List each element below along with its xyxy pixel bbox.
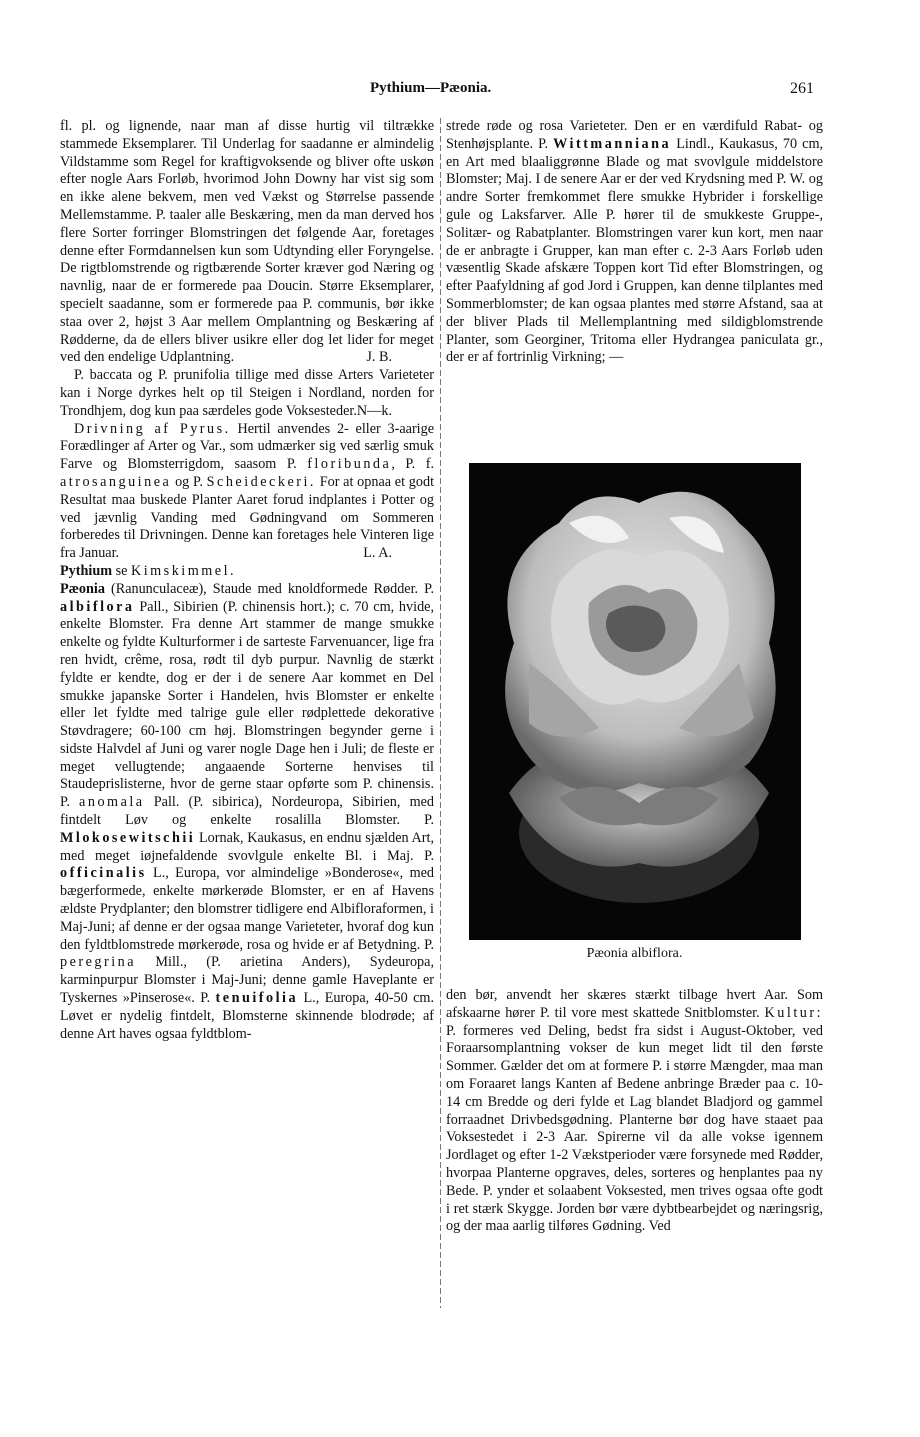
figure-caption: Pæonia albiflora. [586,946,683,961]
headword-pythium: Pythium [60,562,113,579]
right-column-bottom [446,987,823,1236]
column-divider [440,118,441,1308]
kultur-label: Kultur: [764,1004,824,1021]
paragraph-pyrus-norway: P. baccata og P. prunifolia tillige med disse Arters Varieteter kan i Norge dyrkes helt op til Steigen i Nordland, norden for Trondhjem, dog kun paa særdeles gode Voksesteder. [60,367,434,419]
peony-flower-image [469,463,801,940]
drivning-label: Drivning af Pyrus. [74,420,231,437]
paragraph-pyrus-culture: fl. pl. og lignende, naar man af disse hurtig vil tiltrække stammede Eksemplarer. Til Underlag for saadanne er almindelig Vildstamme som Regel for kraftigvoksende og bliver ofte uskøn efter nogle Aars Forløb, hvorimod John Downy har vist sig som en ikke alene bekvem, men ved Vækst og Størrelse passende Mellemstamme. P. taaler alle Beskæring, men da man derved hos flere Sorter forringer Blomstringen det følgende Aar, foretages denne efter Formdannelsen kun som Udtynding eller Foryngelse. De rigtblomstrende og rigtbærende Sorter kræver god Næring og navnlig, naar de er formerede paa Doucin. Større Eksemplarer, specielt saadanne, som er formerede paa P. communis, bør ikke staa over 2, højst 3 Aar mellem Omplantning og Beskæring af Rødderne, da de ellers bliver usikre eller dog let lider for meget ved den endelige Udplantning. [60,118,434,366]
left-column [60,118,434,1043]
signature-jb: J. B. [366,349,392,366]
page-header [0,80,920,102]
page-number: 261 [790,80,814,97]
paragraph-paeonia-continued: strede røde og rosa Varieteter. Den er en værdifuld Rabat- og Stenhøjsplante. P. Wittmanniana Lindl., Kaukasus, 70 cm, en Art med blaaliggrønne Blade og mat svovlgule middelstore Blomster; Maj. I de senere Aar er der ved Krydsning med P. W. og andre Sorter fremkommet flere smukke Hybrider i forskellige gule og Laksfarver. Alle P. hører til de smukkeste Gruppe-, Solitær- og Rabatplanter. Blomstringen varer kun kort, men naar de er anbragte i Grupper, kan man efter c. 2-3 Aars Forløb uden væsentlig Skade afskære Toppen kort Tid efter Blomstringen, og efter Paafyldning af god Jord i Gruppen, kan denne tilplantes med Sommerblomster; de kan ogsaa plantes med større Afstand, saa at der bliver Plads til Mellemplantning med sildigblomstrende Planter, som Georginer, Tritoma eller Hydrangea paniculata gr., der er af fortrinlig Virkning; — [446,118,824,366]
right-column-top [446,118,823,367]
running-title: Pythium—Pæonia. [370,80,492,96]
entry-pythium: Pythium se Kimskimmel. [60,562,237,579]
signature-la: L. A. [363,545,392,562]
headword-paeonia: Pæonia [60,580,105,597]
paragraph-paeonia-culture: den bør, anvendt her skæres stærkt tilbage hvert Aar. Som afskaarne hører P. til vore mest skattede Snitblomster. Kultur: P. formeres ved Deling, bedst fra sidst i August-Oktober, ved Foraarsomplantning vokser de kun meget lidt til den første Sommer. Gælder det om at formere P. i større Mængder, maa man om Foraaret langs Kanten af Bedene anbringe Bræder paa c. 10-14 cm Bredde og deri fylde et Lag blandet Bladjord og gammel forraadnet Drivbedsgødning. Planterne bør dog have staaet paa Voksestedet i 2-3 Aar. Spirerne vil da alle vokse igennem Jordlaget og efter 1-2 Vækstperioder være forsynede med Rødder, hvorpaa Planterne opgraves, deles, sorteres og henplantes paa ny Bede. P. ynder et solaabent Voksested, men trives ogsaa ofte godt i ret stærk Skygge. Jorden bør være dybtbearbejdet og næringsrig, og der maa aarlig tilføres Gødning. Ved [446,987,824,1235]
paragraph-pyrus-forcing: Drivning af Pyrus. Hertil anvendes 2- eller 3-aarige Forædlinger af Arter og Var., som udmærker sig ved særlig smuk Farve og Blomsterrigdom, saasom P. floribunda, P. f. atrosanguinea og P. Scheideckeri. For at opnaa et godt Resultat maa buskede Planter Aaret forud indplantes i Potter og ved jævnlig Vanding med Gødningvand om Sommeren forberedes til Drivningen. Denne kan foretages hele Vinteren lige fra Januar. [60,420,435,562]
paeonia-photograph [469,463,801,940]
cross-reference: Kimskimmel. [130,562,237,579]
signature-nk: N—k. [356,402,392,419]
entry-paeonia: Pæonia (Ranunculaceæ), Staude med knoldformede Rødder. P. albiflora Pall., Sibirien (P. chinensis hort.); c. 70 cm, hvide, enkelte Blomster. Fra denne Art stammer de mange smukke enkelte og fyldte Kulturformer i de sarteste Farvenuancer, lige fra ren hvidt, crême, rosa, rødt til dyb purpur. Navnlig de stærkt fyldte er kendte, dog er der i de senere Aar kommet en Del smukke japanske Sorter i Handelen, hvis Blomster er enkelte eller let fyldte med talrige gule eller rødplettede dekorative Støvdragere; 60-100 cm høj. Blomstringen begynder gerne i sidste Halvdel af Juni og varer nogle Dage hen i Juli; de fleste er meget vellugtende; angaaende Sorterne henvises til Staudeprislisterne, hvor de gerne staar opførte som P. chinensis. P. anomala Pall. (P. sibirica), Nordeuropa, Sibirien, med fintdelt Løv og enkelte rosalilla Blomster. P. Mlokosewitschii Lornak, Kaukasus, en endnu sjælden Art, med meget iøjnefaldende svovlgule enkelte Bl. i Maj. P. officinalis L., Europa, vor almindelige »Bonderose«, med bægerformede, enkelte mørkerøde Blomster, er en af Havens ældste Prydplanter; den blomstrer tidligere end Albifloraformen, i Maj-Juni; af denne er der ogsaa mange Varieteter, hvoraf dog kun den fyldtblomstrede mørkerøde, rosa og hvide er af Betydning. P. peregrina Mill., (P. arietina Anders), Sydeuropa, karminpurpur Blomster i Maj-Juni; denne gamle Haveplante er Tyskernes »Pinserose«. P. tenuifolia L., Europa, 40-50 cm. Løvet er nydelig fintdelt, Blomsterne skinnende blodrøde; af denne Art haves ogsaa fyldtblom- [60,580,435,1042]
